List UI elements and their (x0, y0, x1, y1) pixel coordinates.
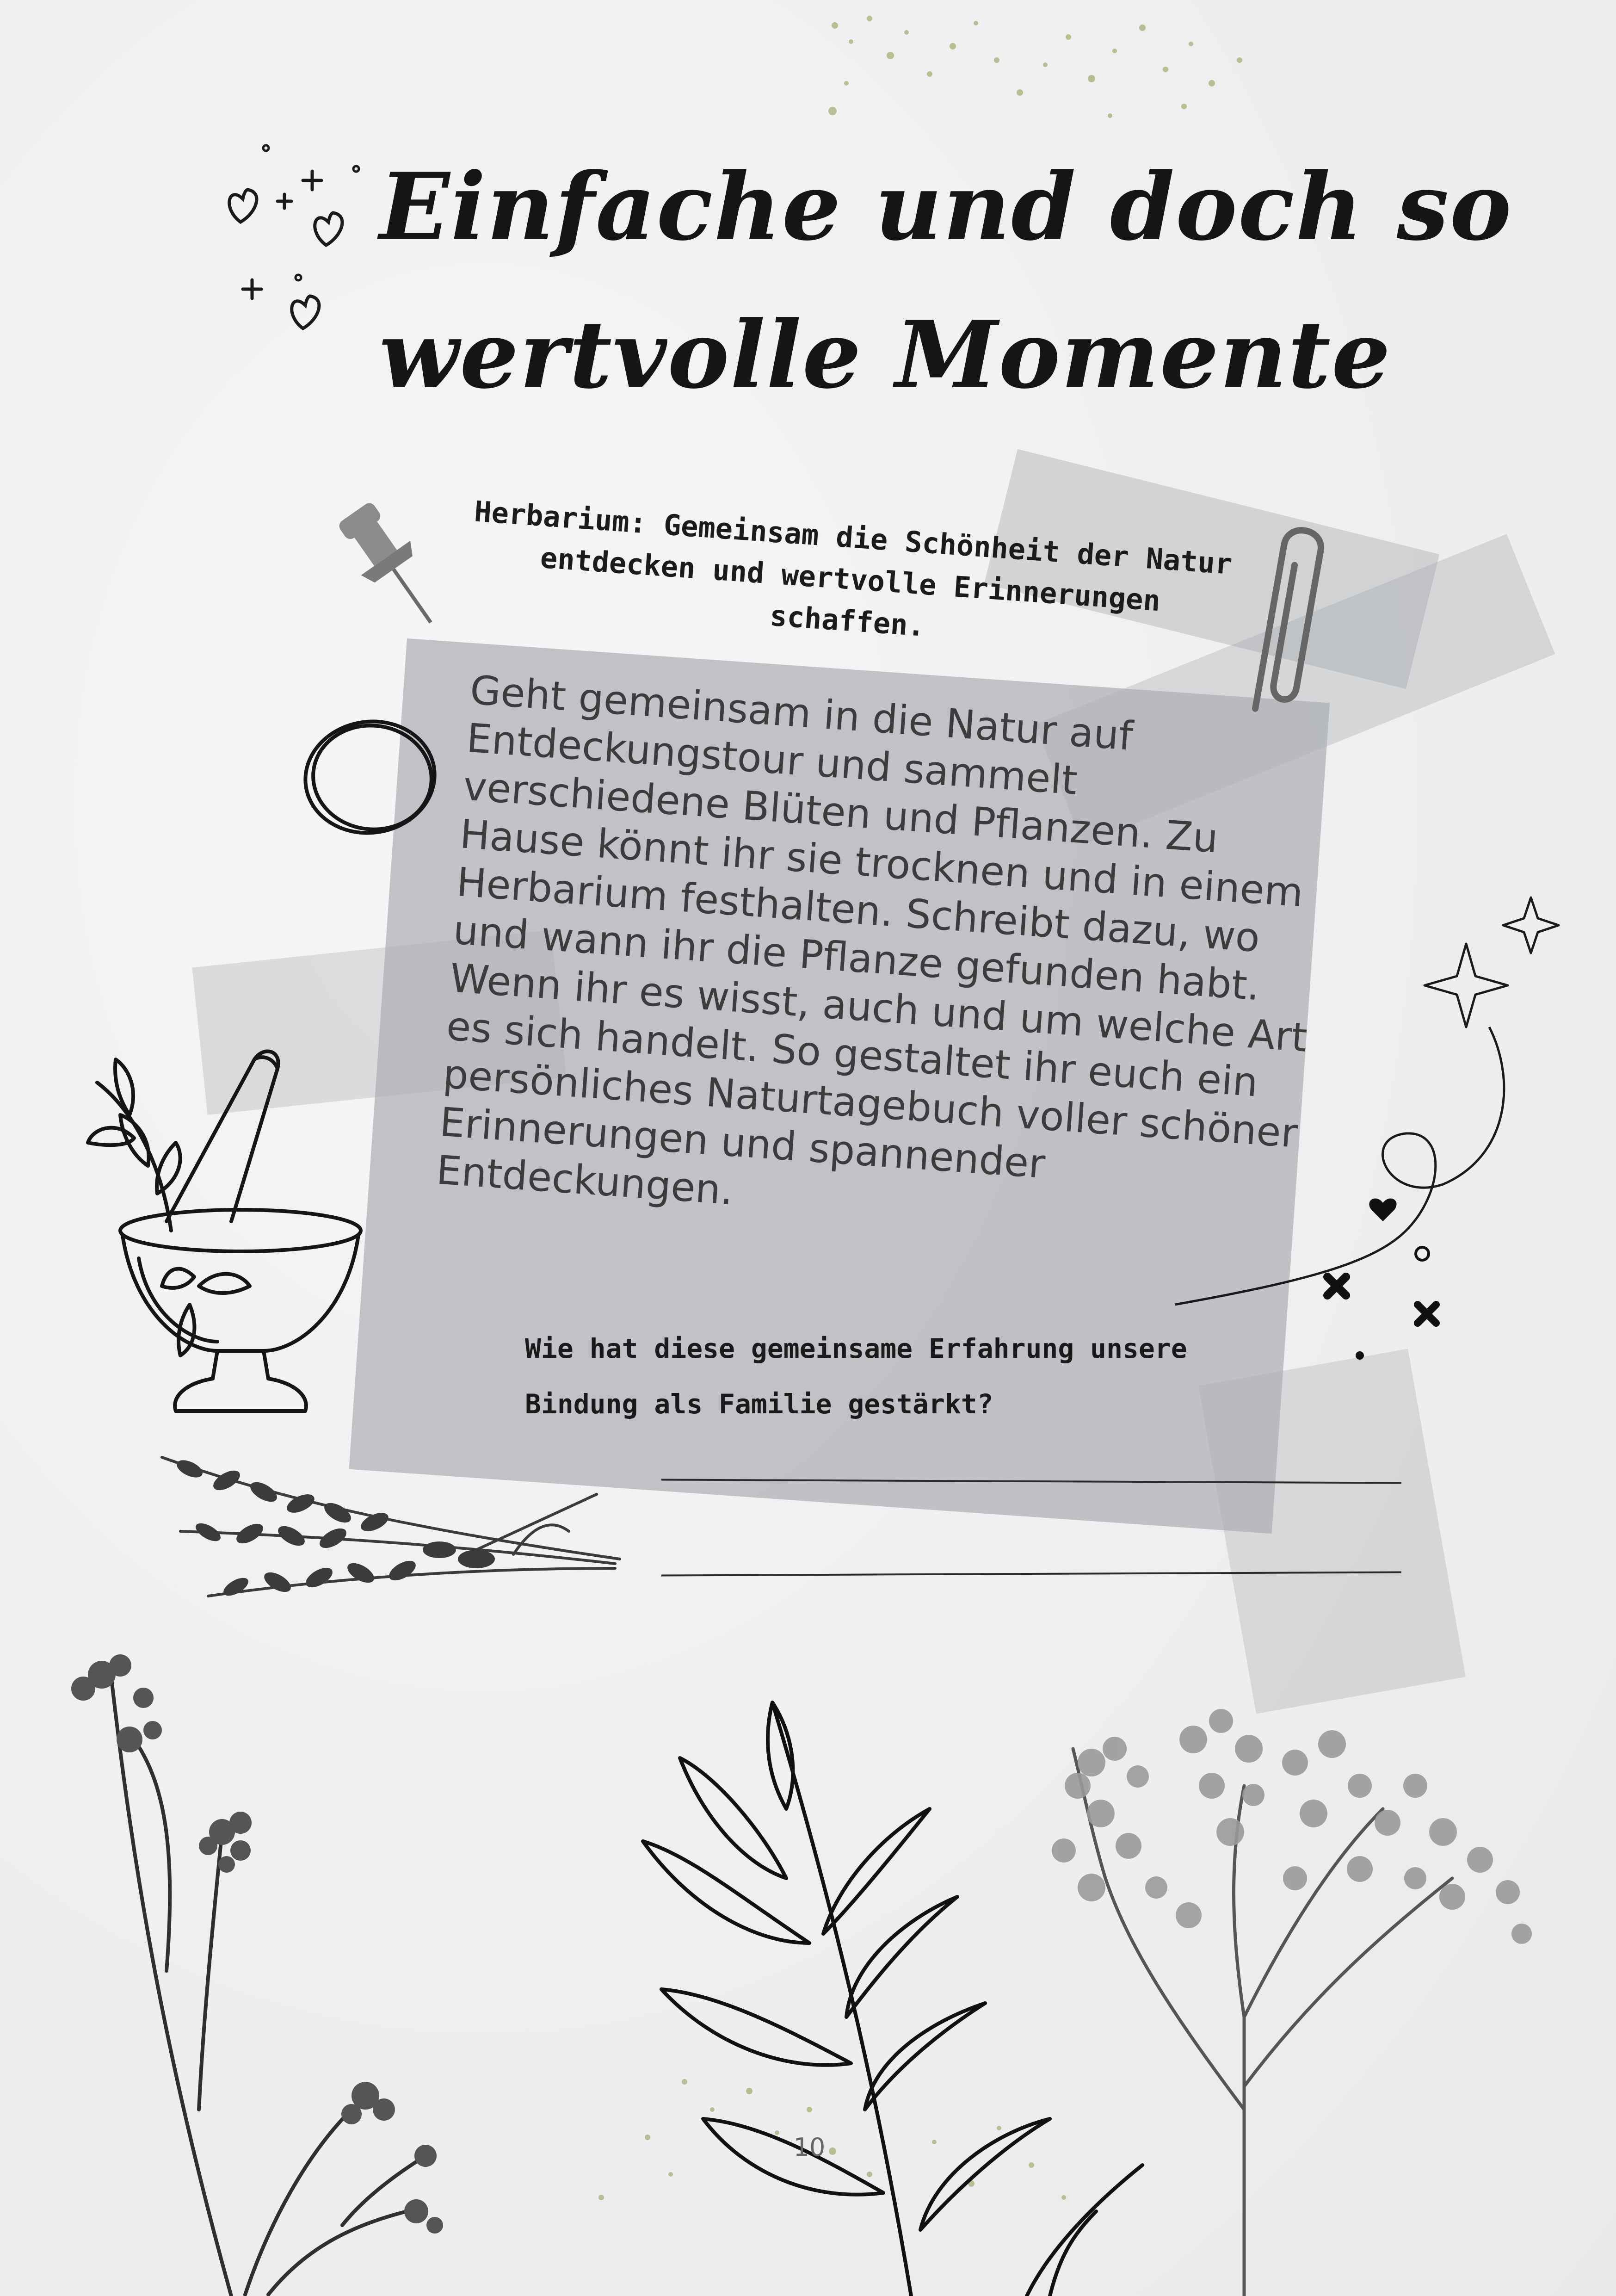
page-title-line1: Einfache und doch so (379, 153, 1512, 261)
reflection-question (525, 1321, 1219, 1432)
lavender-sprig-icon (153, 1411, 638, 1642)
page-title-line2: wertvolle Momente (379, 301, 1392, 409)
mortar-pestle-icon (79, 1027, 449, 1443)
card-body-text: Geht gemeinsam in die Natur auf Entdeckungstour und sammelt verschiedene Blüten und Pflanzen. Zu Hause könnt ihr sie trocknen und in einem Herbarium festhalten. Schreibt dazu, wo und wann ihr die Pflanze gefunden habt. Wenn ihr es wisst, auch und um welche Art es sich handelt. So gestaltet ihr euch ein persönliches Naturtagebuch voller schöner Erinnerungen und spannender Entdeckungen. (435, 667, 1309, 1214)
sparkle-stars-icon (1166, 897, 1573, 1383)
card-heading: Herbarium: Gemeinsam die Schönheit der Natur entdecken und wertvolle Erinnerungen schaffen. (473, 494, 1234, 643)
question-line2: Bindung als Familie gestärkt? (525, 1388, 993, 1420)
gypsophila-icon (1036, 1693, 1549, 2296)
page-number: 10 (793, 2133, 826, 2162)
scribble-circle-icon (296, 708, 444, 847)
pushpin-icon (319, 481, 476, 629)
paperclip-icon (1230, 509, 1341, 722)
question-line1: Wie hat diese gemeinsame Erfahrung unsere (525, 1333, 1187, 1364)
dried-flower-icon (28, 1647, 467, 2296)
hearts-sparkles-icon (213, 139, 379, 361)
